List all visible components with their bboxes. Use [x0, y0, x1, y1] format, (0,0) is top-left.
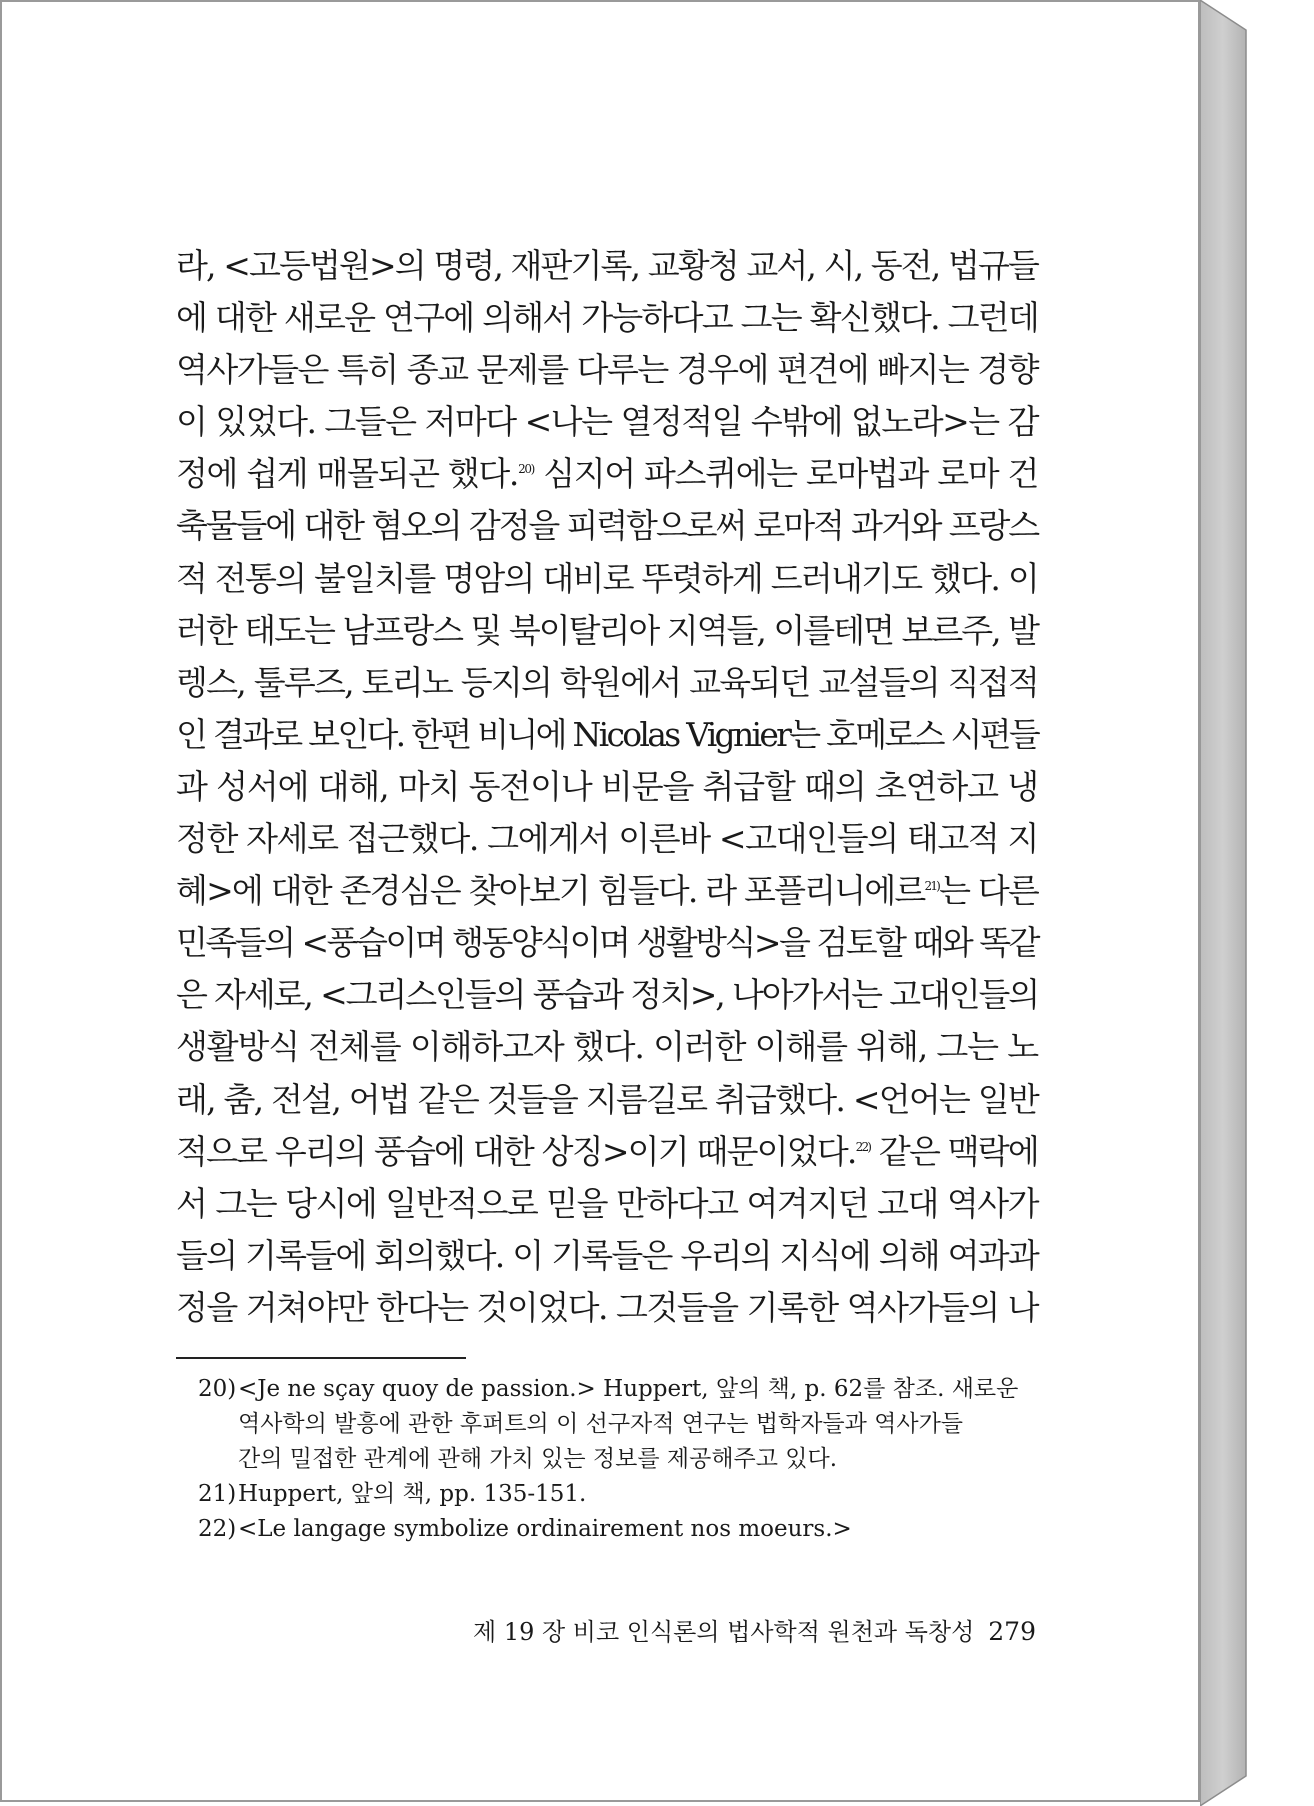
- text-segment: 정에 쉽게 매몰되곤 했다.: [176, 454, 519, 494]
- text-line: 축물들에 대한 혐오의 감정을 피력함으로써 로마적 과거와 프랑스: [176, 506, 1038, 546]
- text-line: 역사가들은 특히 종교 문제를 다루는 경우에 편견에 빠지는 경향: [176, 350, 1038, 390]
- body-text: [176, 240, 1038, 1334]
- text-line: 서 그는 당시에 일반적으로 믿을 만하다고 여겨지던 고대 역사가: [176, 1183, 1038, 1223]
- footnote-line: 간의 밀접한 관계에 관해 가치 있는 정보를 제공해주고 있다.: [238, 1446, 838, 1472]
- text-line: 인 결과로 보인다. 한편 비니에 Nicolas Vignier는 호메로스 시편들: [176, 714, 1038, 754]
- text-segment: 적으로 우리의 풍습에 대한 상징>이기 때문이었다.: [176, 1131, 856, 1171]
- footnotes: [198, 1372, 1038, 1547]
- text-line: [176, 865, 1038, 917]
- footnote-22: [198, 1512, 1038, 1547]
- text-line: 러한 태도는 남프랑스 및 북이탈리아 지역들, 이를테면 보르주, 발: [176, 610, 1038, 650]
- text-line: 라, <고등법원>의 명령, 재판기록, 교황청 교서, 시, 동전, 법규들: [176, 246, 1038, 285]
- footnote-21: [198, 1477, 1038, 1512]
- book-thickness-edge: [1200, 0, 1252, 1806]
- text-line: 이 있었다. 그들은 저마다 <나는 열정적일 수밖에 없노라>는 감: [176, 402, 1038, 442]
- footnote-number: 22): [198, 1516, 237, 1542]
- text-line: 정한 자세로 접근했다. 그에게서 이른바 <고대인들의 태고적 지: [176, 819, 1038, 859]
- text-line: 래, 춤, 전설, 어법 같은 것들을 지름길로 취급했다. <언어는 일반: [176, 1079, 1038, 1119]
- text-line: 에 대한 새로운 연구에 의해서 가능하다고 그는 확신했다. 그런데: [176, 298, 1038, 338]
- page-number: 279: [988, 1617, 1036, 1646]
- footnote-line: 역사학의 발흥에 관한 후퍼트의 이 선구자적 연구는 법학자들과 역사가들: [238, 1411, 964, 1437]
- text-line: 민족들의 <풍습이며 행동양식이며 생활방식>을 검토할 때와 똑같: [176, 923, 1038, 963]
- footnote-line: <Le langage symbolize ordinairement nos moeurs.>: [238, 1516, 852, 1542]
- chapter-title: 제 19 장 비코 인식론의 법사학적 원천과 독창성: [473, 1618, 975, 1646]
- text-segment: 심지어 파스퀴에는 로마법과 로마 건: [543, 454, 1039, 494]
- footnote-divider: [176, 1357, 466, 1359]
- footnote-ref-22: 22): [855, 1139, 871, 1154]
- footnote-line: <Je ne sçay quoy de passion.> Huppert, 앞의 책, p. 62를 참조. 새로운: [238, 1376, 1019, 1402]
- footnote-number: 21): [198, 1481, 237, 1507]
- footnote-20: [198, 1372, 1038, 1477]
- text-segment: 같은 맥락에: [878, 1131, 1038, 1171]
- text-line: 렝스, 툴루즈, 토리노 등지의 학원에서 교육되던 교설들의 직접적: [176, 662, 1038, 702]
- text-line: 적 전통의 불일치를 명암의 대비로 뚜렷하게 드러내기도 했다. 이: [176, 558, 1038, 598]
- text-line: 정을 거쳐야만 한다는 것이었다. 그것들을 기록한 역사가들의 나: [176, 1287, 1038, 1327]
- running-footer: [446, 1612, 1036, 1647]
- text-line: 은 자세로, <그리스인들의 풍습과 정치>, 나아가서는 고대인들의: [176, 975, 1038, 1015]
- footnote-number: 20): [198, 1376, 237, 1402]
- footnote-line: Huppert, 앞의 책, pp. 135-151.: [238, 1481, 587, 1507]
- text-line: [176, 1126, 1038, 1178]
- text-line: 생활방식 전체를 이해하고자 했다. 이러한 이해를 위해, 그는 노: [176, 1027, 1038, 1067]
- text-segment: 는 다른: [939, 871, 1038, 911]
- text-line: 과 성서에 대해, 마치 동전이나 비문을 취급할 때의 초연하고 냉: [176, 766, 1038, 806]
- footnote-ref-21: 21): [924, 879, 940, 894]
- text-line: 들의 기록들에 회의했다. 이 기록들은 우리의 지식에 의해 여과과: [176, 1235, 1038, 1275]
- text-line: [176, 448, 1038, 500]
- text-segment: 혜>에 대한 존경심은 찾아보기 힘들다. 라 포플리니에르: [176, 871, 925, 911]
- footnote-ref-20: 20): [518, 462, 535, 477]
